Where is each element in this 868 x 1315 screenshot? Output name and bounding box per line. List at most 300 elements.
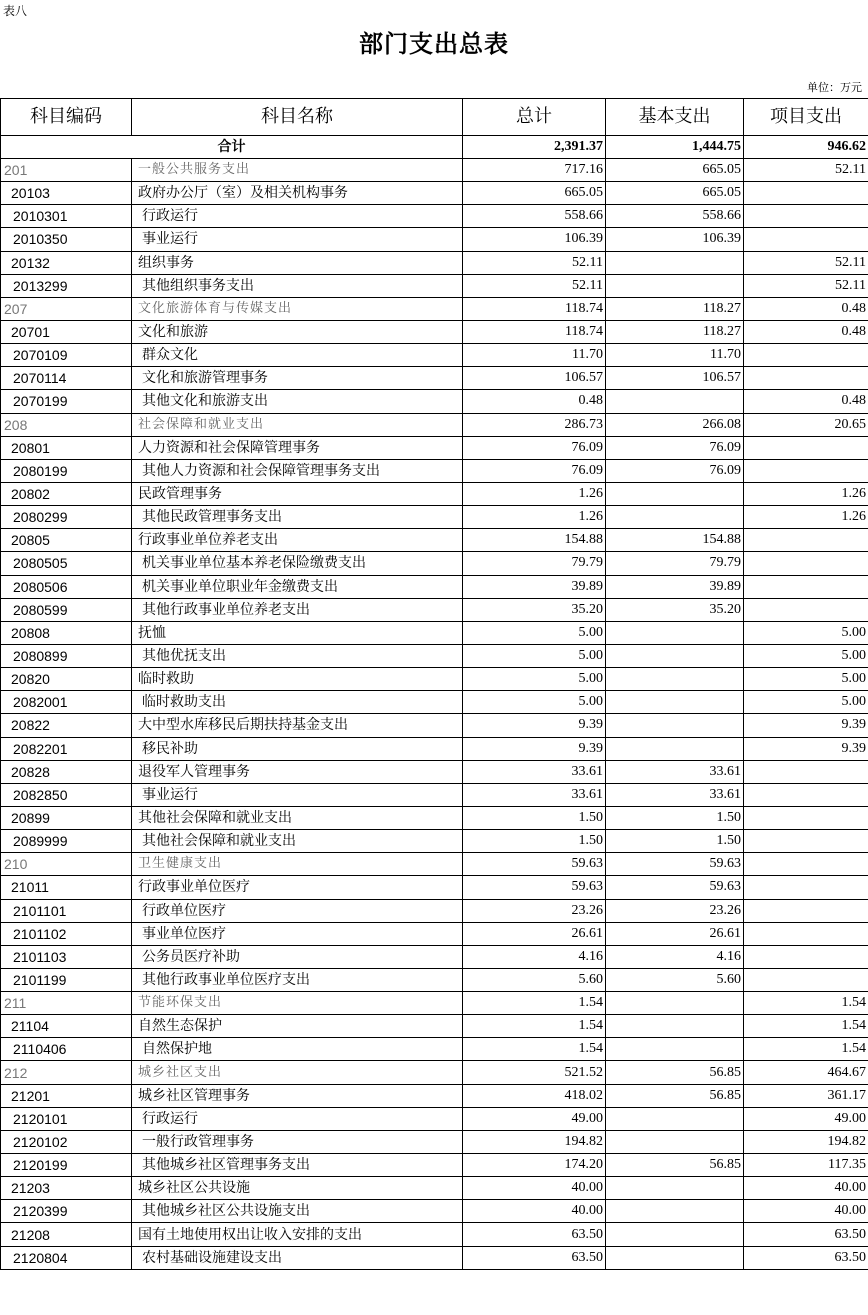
row-name: 国有土地使用权出让收入安排的支出	[132, 1223, 463, 1246]
row-basic	[606, 274, 744, 297]
row-code: 2010350	[1, 228, 132, 251]
row-total: 1.26	[463, 482, 606, 505]
row-project	[744, 806, 868, 829]
row-project: 361.17	[744, 1084, 868, 1107]
row-name: 事业单位医疗	[132, 922, 463, 945]
row-name: 事业运行	[132, 783, 463, 806]
row-name: 其他行政事业单位医疗支出	[132, 968, 463, 991]
row-code: 2101199	[1, 968, 132, 991]
row-basic: 106.57	[606, 367, 744, 390]
row-code: 21208	[1, 1223, 132, 1246]
row-total: 76.09	[463, 459, 606, 482]
row-basic: 4.16	[606, 945, 744, 968]
table-row	[1, 668, 868, 691]
row-name: 其他优抚支出	[132, 644, 463, 667]
row-code: 2110406	[1, 1038, 132, 1061]
table-row	[1, 159, 868, 182]
row-basic: 59.63	[606, 853, 744, 876]
row-project: 1.26	[744, 482, 868, 505]
row-name: 文化旅游体育与传媒支出	[132, 297, 463, 320]
row-code: 20805	[1, 529, 132, 552]
row-name: 行政事业单位医疗	[132, 876, 463, 899]
row-basic: 33.61	[606, 783, 744, 806]
row-basic: 35.20	[606, 598, 744, 621]
row-project	[744, 783, 868, 806]
table-row	[1, 876, 868, 899]
table-row	[1, 413, 868, 436]
row-project: 5.00	[744, 668, 868, 691]
row-total: 52.11	[463, 274, 606, 297]
row-project	[744, 853, 868, 876]
row-total: 40.00	[463, 1177, 606, 1200]
row-name: 行政单位医疗	[132, 899, 463, 922]
row-name: 文化和旅游管理事务	[132, 367, 463, 390]
row-total: 63.50	[463, 1246, 606, 1269]
row-project	[744, 922, 868, 945]
row-code: 2089999	[1, 830, 132, 853]
row-total: 11.70	[463, 344, 606, 367]
row-total: 39.89	[463, 575, 606, 598]
row-code: 2080505	[1, 552, 132, 575]
row-name: 退役军人管理事务	[132, 760, 463, 783]
row-name: 机关事业单位基本养老保险缴费支出	[132, 552, 463, 575]
row-code: 2080899	[1, 644, 132, 667]
row-code: 2082850	[1, 783, 132, 806]
row-basic	[606, 1038, 744, 1061]
table-row	[1, 737, 868, 760]
row-basic	[606, 1107, 744, 1130]
row-basic: 5.60	[606, 968, 744, 991]
row-name: 人力资源和社会保障管理事务	[132, 436, 463, 459]
expenditure-table	[0, 98, 868, 1270]
row-project	[744, 876, 868, 899]
row-code: 2080199	[1, 459, 132, 482]
row-basic: 56.85	[606, 1084, 744, 1107]
row-name: 临时救助	[132, 668, 463, 691]
row-basic	[606, 714, 744, 737]
row-total: 1.54	[463, 1015, 606, 1038]
table-row	[1, 436, 868, 459]
table-row	[1, 1177, 868, 1200]
row-code: 2080599	[1, 598, 132, 621]
row-total: 0.48	[463, 390, 606, 413]
row-project	[744, 367, 868, 390]
row-total: 59.63	[463, 876, 606, 899]
row-name: 群众文化	[132, 344, 463, 367]
header-project: 项目支出	[744, 99, 868, 136]
row-name: 城乡社区支出	[132, 1061, 463, 1084]
table-row	[1, 297, 868, 320]
row-project: 464.67	[744, 1061, 868, 1084]
row-project: 40.00	[744, 1200, 868, 1223]
table-row	[1, 251, 868, 274]
row-project: 52.11	[744, 159, 868, 182]
row-code: 21201	[1, 1084, 132, 1107]
row-basic: 106.39	[606, 228, 744, 251]
table-row	[1, 945, 868, 968]
table-header-row	[1, 99, 868, 136]
row-code: 20801	[1, 436, 132, 459]
table-number-label: 表八	[3, 4, 28, 18]
row-project: 20.65	[744, 413, 868, 436]
table-row	[1, 506, 868, 529]
row-name: 自然保护地	[132, 1038, 463, 1061]
row-name: 节能环保支出	[132, 992, 463, 1015]
table-row	[1, 1084, 868, 1107]
row-project: 117.35	[744, 1154, 868, 1177]
row-project	[744, 575, 868, 598]
row-total: 9.39	[463, 714, 606, 737]
row-basic	[606, 621, 744, 644]
table-row	[1, 529, 868, 552]
row-basic	[606, 1130, 744, 1153]
table-row	[1, 1061, 868, 1084]
row-code: 20822	[1, 714, 132, 737]
row-name: 抚恤	[132, 621, 463, 644]
row-project: 40.00	[744, 1177, 868, 1200]
row-basic	[606, 668, 744, 691]
row-total: 79.79	[463, 552, 606, 575]
row-basic: 56.85	[606, 1154, 744, 1177]
row-project	[744, 205, 868, 228]
row-name: 组织事务	[132, 251, 463, 274]
row-basic	[606, 482, 744, 505]
row-basic: 266.08	[606, 413, 744, 436]
row-total: 76.09	[463, 436, 606, 459]
row-basic: 56.85	[606, 1061, 744, 1084]
table-row	[1, 621, 868, 644]
row-name: 其他组织事务支出	[132, 274, 463, 297]
row-name: 自然生态保护	[132, 1015, 463, 1038]
row-total: 35.20	[463, 598, 606, 621]
row-total: 4.16	[463, 945, 606, 968]
row-name: 移民补助	[132, 737, 463, 760]
total-basic: 1,444.75	[606, 136, 744, 159]
row-project	[744, 228, 868, 251]
table-row	[1, 1130, 868, 1153]
row-total: 558.66	[463, 205, 606, 228]
row-basic: 1.50	[606, 806, 744, 829]
row-code: 2120102	[1, 1130, 132, 1153]
row-total: 9.39	[463, 737, 606, 760]
row-total: 106.57	[463, 367, 606, 390]
row-project: 63.50	[744, 1246, 868, 1269]
unit-label: 单位：万元	[807, 81, 862, 94]
row-total: 118.74	[463, 297, 606, 320]
row-basic: 76.09	[606, 459, 744, 482]
row-total: 40.00	[463, 1200, 606, 1223]
row-total: 5.00	[463, 644, 606, 667]
total-sum: 2,391.37	[463, 136, 606, 159]
row-basic: 558.66	[606, 205, 744, 228]
row-code: 21104	[1, 1015, 132, 1038]
row-project	[744, 182, 868, 205]
total-row	[1, 136, 868, 159]
row-project: 194.82	[744, 1130, 868, 1153]
row-code: 211	[1, 992, 132, 1015]
row-total: 717.16	[463, 159, 606, 182]
row-code: 2082001	[1, 691, 132, 714]
table-row	[1, 1107, 868, 1130]
row-project	[744, 552, 868, 575]
row-name: 文化和旅游	[132, 320, 463, 343]
row-code: 2101103	[1, 945, 132, 968]
row-project: 49.00	[744, 1107, 868, 1130]
row-name: 大中型水库移民后期扶持基金支出	[132, 714, 463, 737]
row-project: 1.26	[744, 506, 868, 529]
row-code: 20103	[1, 182, 132, 205]
row-name: 卫生健康支出	[132, 853, 463, 876]
row-name: 其他城乡社区公共设施支出	[132, 1200, 463, 1223]
row-total: 33.61	[463, 760, 606, 783]
row-name: 公务员医疗补助	[132, 945, 463, 968]
header-total: 总计	[463, 99, 606, 136]
row-code: 2070199	[1, 390, 132, 413]
row-project	[744, 945, 868, 968]
table-row	[1, 228, 868, 251]
row-code: 2082201	[1, 737, 132, 760]
row-total: 665.05	[463, 182, 606, 205]
table-row	[1, 922, 868, 945]
table-row	[1, 274, 868, 297]
row-total: 33.61	[463, 783, 606, 806]
row-name: 民政管理事务	[132, 482, 463, 505]
row-name: 其他行政事业单位养老支出	[132, 598, 463, 621]
row-code: 2013299	[1, 274, 132, 297]
table-row	[1, 968, 868, 991]
row-basic	[606, 1200, 744, 1223]
row-basic	[606, 644, 744, 667]
table-row	[1, 830, 868, 853]
table-row	[1, 552, 868, 575]
table-row	[1, 760, 868, 783]
row-basic: 665.05	[606, 159, 744, 182]
row-total: 5.00	[463, 668, 606, 691]
row-code: 21203	[1, 1177, 132, 1200]
row-basic	[606, 390, 744, 413]
row-name: 行政运行	[132, 1107, 463, 1130]
row-name: 行政事业单位养老支出	[132, 529, 463, 552]
row-total: 5.00	[463, 621, 606, 644]
row-code: 2120101	[1, 1107, 132, 1130]
row-code: 208	[1, 413, 132, 436]
table-row	[1, 205, 868, 228]
row-code: 20808	[1, 621, 132, 644]
row-total: 23.26	[463, 899, 606, 922]
row-basic	[606, 737, 744, 760]
row-basic: 79.79	[606, 552, 744, 575]
row-total: 194.82	[463, 1130, 606, 1153]
row-basic: 23.26	[606, 899, 744, 922]
table-row	[1, 714, 868, 737]
row-basic	[606, 251, 744, 274]
row-project	[744, 830, 868, 853]
row-project	[744, 760, 868, 783]
header-code: 科目编码	[1, 99, 132, 136]
row-code: 2120399	[1, 1200, 132, 1223]
table-row	[1, 320, 868, 343]
table-row	[1, 598, 868, 621]
row-project	[744, 436, 868, 459]
row-project	[744, 529, 868, 552]
row-code: 21011	[1, 876, 132, 899]
row-basic: 118.27	[606, 297, 744, 320]
row-total: 63.50	[463, 1223, 606, 1246]
row-total: 174.20	[463, 1154, 606, 1177]
row-total: 1.26	[463, 506, 606, 529]
row-name: 社会保障和就业支出	[132, 413, 463, 436]
row-code: 2120199	[1, 1154, 132, 1177]
row-code: 20701	[1, 320, 132, 343]
row-project	[744, 968, 868, 991]
table-row	[1, 1246, 868, 1269]
row-name: 城乡社区管理事务	[132, 1084, 463, 1107]
row-name: 一般行政管理事务	[132, 1130, 463, 1153]
row-code: 20802	[1, 482, 132, 505]
row-code: 2080299	[1, 506, 132, 529]
row-code: 2070114	[1, 367, 132, 390]
row-code: 2101102	[1, 922, 132, 945]
table-row	[1, 367, 868, 390]
row-project: 52.11	[744, 274, 868, 297]
table-row	[1, 344, 868, 367]
row-basic	[606, 1177, 744, 1200]
row-code: 2070109	[1, 344, 132, 367]
table-row	[1, 806, 868, 829]
row-basic	[606, 691, 744, 714]
row-total: 418.02	[463, 1084, 606, 1107]
table-row	[1, 575, 868, 598]
row-code: 207	[1, 297, 132, 320]
row-basic	[606, 1246, 744, 1269]
row-code: 201	[1, 159, 132, 182]
row-code: 20132	[1, 251, 132, 274]
row-code: 2120804	[1, 1246, 132, 1269]
row-total: 26.61	[463, 922, 606, 945]
row-basic	[606, 1223, 744, 1246]
table-row	[1, 1015, 868, 1038]
row-name: 其他社会保障和就业支出	[132, 830, 463, 853]
header-name: 科目名称	[132, 99, 463, 136]
total-label: 合计	[1, 136, 463, 159]
row-basic: 26.61	[606, 922, 744, 945]
row-basic: 59.63	[606, 876, 744, 899]
row-basic	[606, 1015, 744, 1038]
row-basic: 11.70	[606, 344, 744, 367]
row-basic: 118.27	[606, 320, 744, 343]
row-project: 52.11	[744, 251, 868, 274]
row-basic: 76.09	[606, 436, 744, 459]
table-row	[1, 853, 868, 876]
row-project: 9.39	[744, 737, 868, 760]
table-row	[1, 1154, 868, 1177]
row-total: 1.50	[463, 806, 606, 829]
row-name: 其他民政管理事务支出	[132, 506, 463, 529]
row-code: 20820	[1, 668, 132, 691]
row-name: 政府办公厅（室）及相关机构事务	[132, 182, 463, 205]
row-name: 机关事业单位职业年金缴费支出	[132, 575, 463, 598]
table-row	[1, 992, 868, 1015]
row-name: 行政运行	[132, 205, 463, 228]
table-row	[1, 182, 868, 205]
row-basic: 39.89	[606, 575, 744, 598]
total-project: 946.62	[744, 136, 868, 159]
table-row	[1, 390, 868, 413]
row-code: 2101101	[1, 899, 132, 922]
row-total: 106.39	[463, 228, 606, 251]
row-project	[744, 899, 868, 922]
table-row	[1, 482, 868, 505]
row-basic: 1.50	[606, 830, 744, 853]
row-total: 286.73	[463, 413, 606, 436]
table-row	[1, 1200, 868, 1223]
page-title: 部门支出总表	[359, 29, 509, 58]
row-basic: 665.05	[606, 182, 744, 205]
table-row	[1, 1038, 868, 1061]
table-row	[1, 899, 868, 922]
row-total: 49.00	[463, 1107, 606, 1130]
row-total: 154.88	[463, 529, 606, 552]
table-row	[1, 1223, 868, 1246]
row-total: 5.00	[463, 691, 606, 714]
row-basic: 154.88	[606, 529, 744, 552]
row-name: 一般公共服务支出	[132, 159, 463, 182]
row-total: 59.63	[463, 853, 606, 876]
row-name: 农村基础设施建设支出	[132, 1246, 463, 1269]
row-basic	[606, 506, 744, 529]
row-code: 2010301	[1, 205, 132, 228]
row-total: 1.54	[463, 1038, 606, 1061]
row-total: 52.11	[463, 251, 606, 274]
row-name: 其他人力资源和社会保障管理事务支出	[132, 459, 463, 482]
row-total: 1.54	[463, 992, 606, 1015]
row-project: 5.00	[744, 691, 868, 714]
row-name: 其他城乡社区管理事务支出	[132, 1154, 463, 1177]
row-project: 1.54	[744, 1015, 868, 1038]
row-total: 5.60	[463, 968, 606, 991]
row-name: 临时救助支出	[132, 691, 463, 714]
row-code: 20828	[1, 760, 132, 783]
row-project: 63.50	[744, 1223, 868, 1246]
row-project: 1.54	[744, 1038, 868, 1061]
row-code: 212	[1, 1061, 132, 1084]
table-row	[1, 691, 868, 714]
row-project	[744, 344, 868, 367]
row-project: 0.48	[744, 320, 868, 343]
table-row	[1, 783, 868, 806]
row-total: 1.50	[463, 830, 606, 853]
row-name: 城乡社区公共设施	[132, 1177, 463, 1200]
row-name: 其他文化和旅游支出	[132, 390, 463, 413]
table-row	[1, 459, 868, 482]
row-name: 事业运行	[132, 228, 463, 251]
row-code: 2080506	[1, 575, 132, 598]
row-project: 0.48	[744, 390, 868, 413]
table-row	[1, 644, 868, 667]
row-name: 其他社会保障和就业支出	[132, 806, 463, 829]
row-project: 5.00	[744, 644, 868, 667]
row-project: 5.00	[744, 621, 868, 644]
row-project: 1.54	[744, 992, 868, 1015]
row-project: 9.39	[744, 714, 868, 737]
row-basic: 33.61	[606, 760, 744, 783]
row-code: 20899	[1, 806, 132, 829]
row-project: 0.48	[744, 297, 868, 320]
row-basic	[606, 992, 744, 1015]
row-project	[744, 598, 868, 621]
row-total: 118.74	[463, 320, 606, 343]
row-total: 521.52	[463, 1061, 606, 1084]
